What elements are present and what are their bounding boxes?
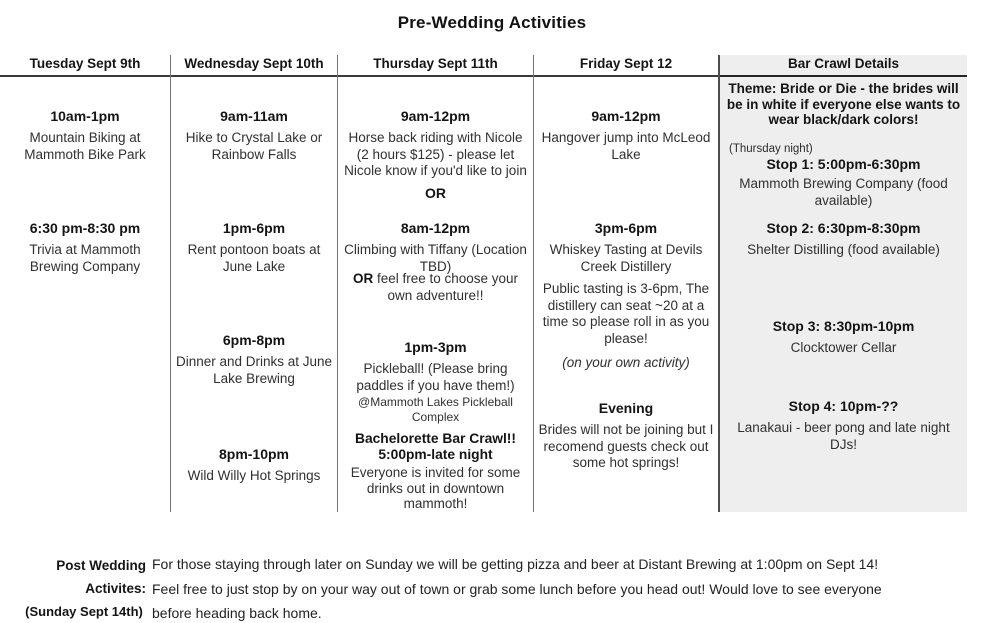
thursday-night-note: (Thursday night)	[729, 143, 813, 155]
post-wedding-label-title: Post Wedding Activites:	[56, 558, 146, 596]
activity-text: Whiskey Tasting at Devils Creek Distillery	[549, 242, 703, 274]
activity-text: Hike to Crystal Lake or Rainbow Falls	[185, 130, 323, 162]
column-header-bar-crawl: Bar Crawl Details	[720, 55, 967, 77]
activity-text: Dinner and Drinks at June Lake Brewing	[175, 354, 333, 386]
activity-block	[4, 220, 166, 275]
activity-note: Public tasting is 3-6pm, The distillery can seat ~20 at a time so please roll in as you please!	[542, 281, 710, 346]
activity-text: Mountain Biking at Mammoth Bike Park	[24, 130, 146, 162]
activity-block	[4, 108, 166, 163]
activity-text: Climbing with Tiffany (Location TBD)	[344, 242, 527, 274]
activity-text: Horse back riding with Nicole (2 hours $125) - please let Nicole know if you'd like to join	[344, 130, 527, 178]
stop-venue: Lanakaui - beer pong and late night DJs!	[737, 420, 950, 452]
activity-block	[175, 446, 333, 485]
activity-time: 9am-11am	[220, 108, 288, 124]
activity-text: Rent pontoon boats at June Lake	[187, 242, 321, 274]
column-wednesday	[170, 55, 337, 512]
column-bar-crawl	[718, 55, 967, 512]
activity-time: 8pm-10pm	[218, 446, 290, 462]
activity-time: 1pm-3pm	[404, 339, 467, 355]
on-your-own-note: (on your own activity)	[562, 355, 690, 370]
activity-block	[538, 400, 714, 472]
stop-time: Stop 1: 5:00pm-6:30pm	[766, 156, 921, 172]
activity-note: @Mammoth Lakes Pickleball Complex	[358, 395, 513, 424]
schedule-board	[0, 55, 967, 512]
column-header-friday: Friday Sept 12	[534, 55, 718, 77]
bachelorette-title-line2: 5:00pm-late night	[378, 446, 493, 462]
activity-text: Pickleball! (Please bring paddles if you have them!)	[356, 361, 515, 393]
activity-block	[175, 220, 333, 275]
activity-block	[342, 220, 529, 275]
bachelorette-title-line1: Bachelorette Bar Crawl!!	[354, 431, 516, 446]
post-wedding-label-date: (Sunday Sept 14th)	[25, 604, 143, 619]
activity-time: 3pm-6pm	[594, 220, 658, 236]
stop-venue: Clocktower Cellar	[790, 340, 897, 355]
activity-text: Wild Willy Hot Springs	[187, 468, 321, 483]
column-header-wednesday: Wednesday Sept 10th	[171, 55, 337, 77]
page-title: Pre-Wedding Activities	[397, 13, 587, 32]
activity-block	[538, 220, 714, 370]
or-separator: OR	[425, 185, 446, 201]
column-header-tuesday: Tuesday Sept 9th	[0, 55, 170, 77]
stop-time: Stop 3: 8:30pm-10pm	[772, 318, 915, 334]
activity-block	[175, 108, 333, 163]
activity-text: Everyone is invited for some drinks out in downtown mammoth!	[350, 465, 521, 511]
bar-crawl-stop	[724, 318, 963, 357]
activity-time: 9am-12pm	[591, 108, 661, 124]
activity-text: Brides will not be joining but I recomend guests check out some hot springs!	[538, 422, 714, 470]
or-bold: OR	[352, 271, 374, 286]
activity-text: Hangover jump into McLeod Lake	[541, 130, 711, 162]
post-wedding-paragraph-1: For those staying through later on Sunday we will be getting pizza and beer at Distant Brewing at 1:00pm on Sept 14!	[152, 556, 879, 572]
post-wedding-label	[6, 554, 146, 623]
activity-time: 1pm-6pm	[222, 220, 286, 236]
bar-crawl-theme: Theme: Bride or Die - the brides will be in white if everyone else wants to wear black/dark colors!	[726, 81, 961, 127]
activity-time: 6pm-8pm	[222, 332, 286, 348]
post-wedding-paragraph-2: Feel free to just stop by on your way out of town or grab some lunch before you head out! Would love to see everyone before heading back home.	[152, 580, 882, 621]
stop-time: Stop 2: 6:30pm-8:30pm	[766, 220, 921, 236]
activity-block	[538, 108, 714, 163]
activity-block	[342, 431, 529, 512]
bar-crawl-stop	[724, 220, 963, 259]
activity-time: 9am-12pm	[400, 108, 471, 124]
post-wedding-text	[152, 552, 912, 623]
activity-time: Evening	[598, 400, 654, 416]
or-alternative-text: feel free to choose your own adventure!!	[376, 271, 519, 303]
or-alternative-note	[342, 271, 529, 304]
activity-text: Trivia at Mammoth Brewing Company	[29, 242, 141, 274]
column-tuesday	[0, 55, 170, 512]
column-friday	[533, 55, 718, 512]
activity-time: 8am-12pm	[400, 220, 471, 236]
activity-time: 10am-1pm	[50, 108, 120, 124]
stop-time: Stop 4: 10pm-??	[788, 398, 899, 414]
activity-block	[342, 339, 529, 424]
activity-block	[175, 332, 333, 387]
stop-venue: Shelter Distilling (food available)	[747, 242, 940, 257]
column-header-thursday: Thursday Sept 11th	[338, 55, 533, 77]
bar-crawl-stop	[724, 398, 963, 453]
bar-crawl-stop	[724, 143, 963, 209]
stop-venue: Mammoth Brewing Company (food available)	[739, 176, 948, 208]
column-thursday	[337, 55, 533, 512]
activity-time: 6:30 pm-8:30 pm	[29, 220, 141, 236]
activity-block	[342, 108, 529, 180]
